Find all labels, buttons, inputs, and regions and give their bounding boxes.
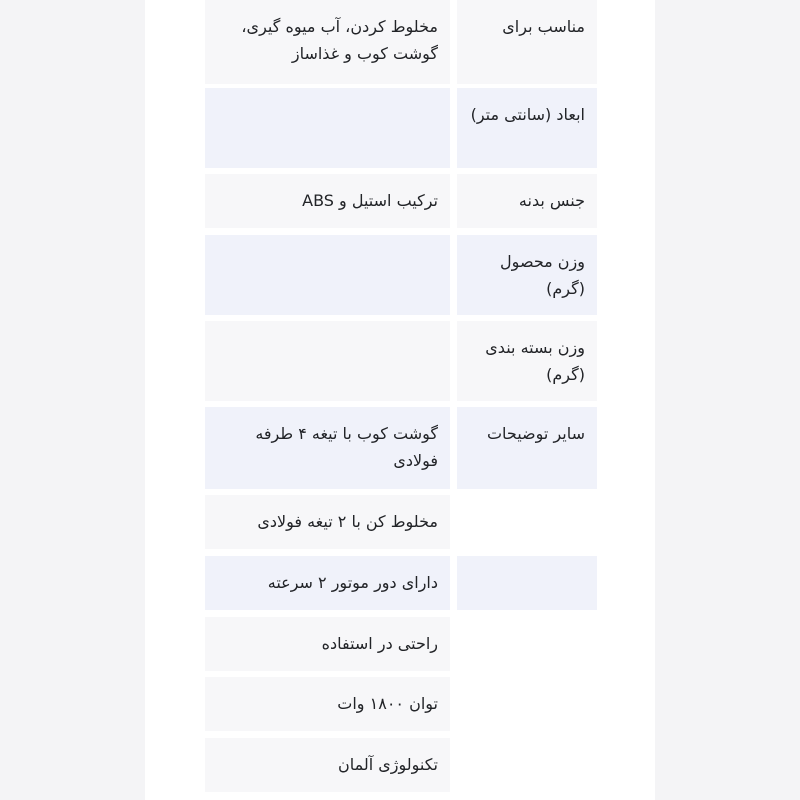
spec-row-other-description-3 (205, 556, 597, 610)
spec-row-product-weight (205, 235, 597, 315)
spec-row-other-description-5 (205, 677, 597, 731)
spec-value (205, 321, 450, 401)
spec-key: وزن بسته بندی (گرم) (457, 321, 597, 401)
spec-value: تکنولوژی آلمان (205, 738, 450, 792)
spec-key: وزن محصول (گرم) (457, 235, 597, 315)
spec-row-other-description (205, 407, 597, 489)
spec-key (457, 556, 597, 610)
spec-value: توان ۱۸۰۰ وات (205, 677, 450, 731)
spec-value: دارای دور موتور ۲ سرعته (205, 556, 450, 610)
spec-key: ابعاد (سانتی متر) (457, 88, 597, 168)
spec-row-suitable-for (205, 0, 597, 84)
spec-key (457, 495, 597, 549)
spec-value: مخلوط کن با ۲ تیغه فولادی (205, 495, 450, 549)
spec-key: سایر توضیحات (457, 407, 597, 489)
spec-key (457, 738, 597, 792)
spec-row-other-description-6 (205, 738, 597, 792)
spec-key (457, 617, 597, 671)
spec-row-package-weight (205, 321, 597, 401)
spec-key: جنس بدنه (457, 174, 597, 228)
spec-row-body-material (205, 174, 597, 228)
spec-value: راحتی در استفاده (205, 617, 450, 671)
spec-row-other-description-4 (205, 617, 597, 671)
spec-key: مناسب برای (457, 0, 597, 84)
spec-row-dimensions (205, 88, 597, 168)
spec-key (457, 677, 597, 731)
spec-value: ترکیب استیل و ABS (205, 174, 450, 228)
spec-value: مخلوط کردن، آب میوه گیری، گوشت کوب و غذاساز (205, 0, 450, 84)
spec-value (205, 88, 450, 168)
spec-value (205, 235, 450, 315)
spec-value: گوشت کوب با تیغه ۴ طرفه فولادی (205, 407, 450, 489)
spec-row-other-description-2 (205, 495, 597, 549)
